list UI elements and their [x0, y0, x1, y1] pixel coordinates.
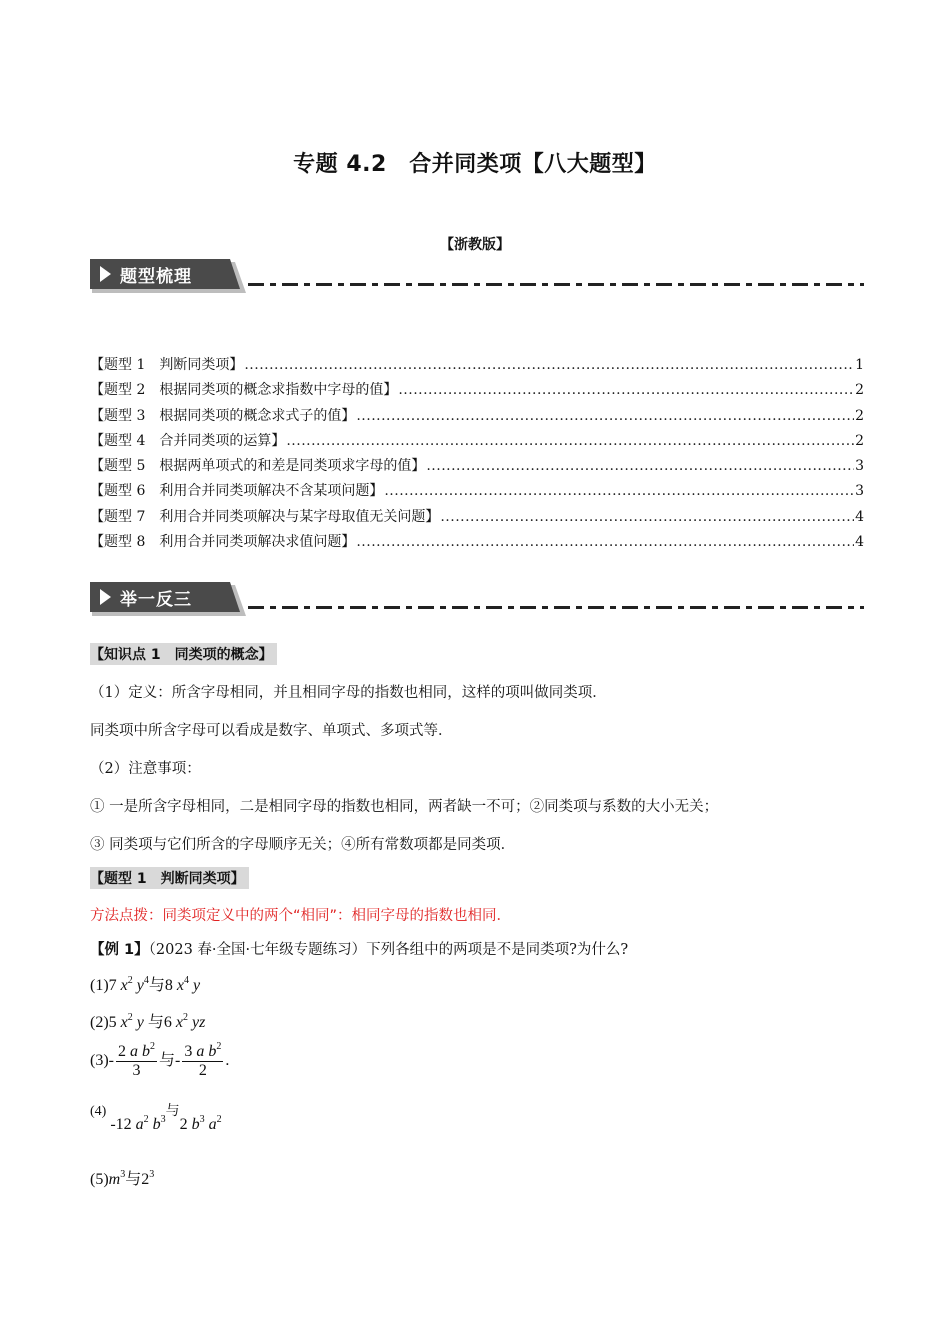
toc-entry[interactable]: 【题型 4 合并同类项的运算】 ..... 2	[90, 429, 864, 454]
edition-label: 【浙教版】	[440, 237, 510, 253]
example-label: 【例 1】	[90, 942, 149, 958]
method-tip: 方法点拨：同类项定义中的两个“相同”：相同字母的指数也相同．	[90, 908, 512, 924]
toc-entry[interactable]: 【题型 5 根据两单项式的和差是同类项求字母的值】 ..... 3	[90, 454, 864, 479]
banner-label: 题型梳理	[120, 267, 192, 287]
exercise-item-2: (2)5 $x^2$ y 与6 $x^2$ yz	[90, 1012, 206, 1031]
note-line-1: ① 一是所含字母相同，二是相同字母的指数也相同，两者缺一不可；②同类项与系数的大小无关；	[90, 799, 719, 815]
toc-entry[interactable]: 【题型 2 根据同类项的概念求指数中字母的值】 ..... 2	[90, 378, 864, 403]
note-line-2: ③ 同类项与它们所含的字母顺序无关；④所有常数项都是同类项．	[90, 837, 516, 853]
toc-entry[interactable]: 【题型 3 根据同类项的概念求式子的值】 ..... 2	[90, 404, 864, 429]
table-of-contents	[90, 353, 864, 555]
exercise-item-5: $(5)m^3$与$2^3$	[90, 1169, 155, 1188]
toc-entry[interactable]: 【题型 8 利用合并同类项解决求值问题】 ..... 4	[90, 530, 864, 555]
exercise-item-3: (3)- $\frac{2 a b^2}{3}$ 与- $\frac{3 a b^2}{2}$ .	[90, 1041, 230, 1079]
example-heading	[90, 938, 864, 959]
dash-divider	[248, 606, 864, 609]
question-type-tag: 【题型 1 判断同类项】	[90, 867, 249, 889]
play-arrow-icon	[100, 266, 111, 282]
dash-divider	[248, 283, 864, 286]
toc-entry[interactable]: 【题型 7 利用合并同类项解决与某字母取值无关问题】 ..... 4	[90, 505, 864, 530]
knowledge-point-tag: 【知识点 1 同类项的概念】	[90, 643, 277, 665]
section-banner-question-types	[90, 259, 864, 299]
section-banner-examples	[90, 582, 864, 622]
play-arrow-icon	[100, 589, 111, 605]
banner-label: 举一反三	[120, 590, 192, 610]
example-text: （2023 春·全国·七年级专题练习）下列各组中的两项是不是同类项?为什么?	[148, 942, 629, 958]
notes-heading: （2）注意事项：	[90, 761, 201, 777]
definition-note: 同类项中所含字母可以看成是数字、单项式、多项式等．	[90, 723, 453, 739]
toc-entry[interactable]: 【题型 1 判断同类项】 ..... 1	[90, 353, 864, 378]
toc-entry[interactable]: 【题型 6 利用合并同类项解决不含某项问题】 ..... 3	[90, 479, 864, 504]
exercise-item-4: (4) -12 $a^2$ $b^3$与2 $b^3$ $a^2$	[90, 1104, 222, 1133]
definition-text: （1）定义：所含字母相同，并且相同字母的指数也相同，这样的项叫做同类项．	[90, 685, 607, 701]
exercise-item-1: (1)7 $x^2$ $y^4$与8 $x^4$ y	[90, 975, 201, 994]
document-title: 专题 4.2 合并同类项【八大题型】	[293, 152, 657, 177]
